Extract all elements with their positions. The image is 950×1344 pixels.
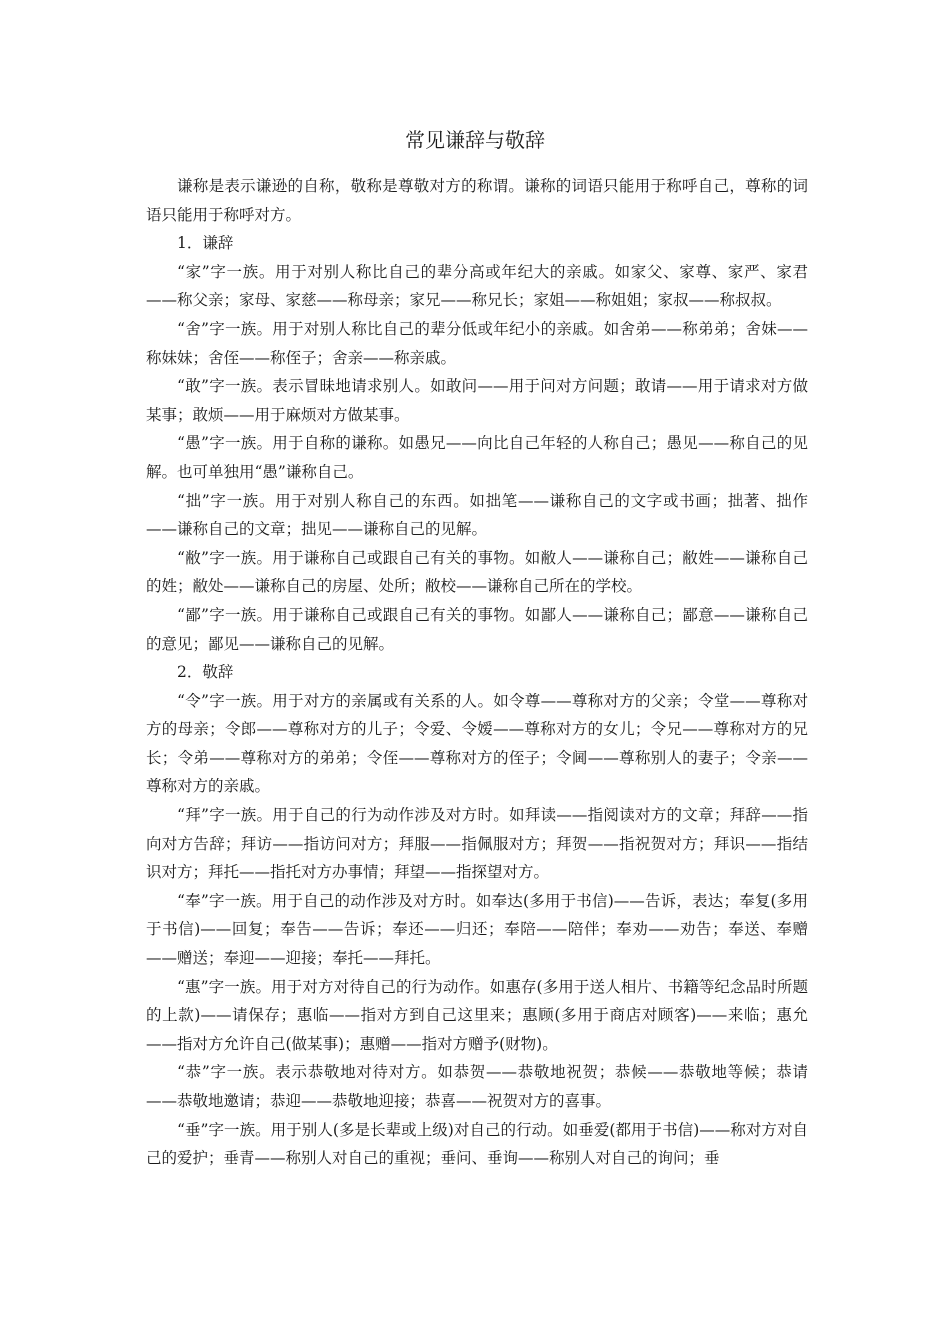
- paragraph-she: “舍”字一族。用于对别人称比自己的辈分低或年纪小的亲戚。如舍弟——称弟弟；舍妹——称妹妹；舍侄——称侄子；舍亲——称亲戚。: [146, 319, 808, 367]
- section-heading-humble-words: 1．谦辞: [177, 234, 234, 253]
- paragraph-zhuo: “拙”字一族。用于对别人称自己的东西。如拙笔——谦称自己的文字或书画；拙著、拙作——谦称自己的文章；拙见——谦称自己的见解。: [146, 491, 808, 539]
- paragraph-bai: “拜”字一族。用于自己的行为动作涉及对方时。如拜读——指阅读对方的文章；拜辞——指向对方告辞；拜访——指访问对方；拜服——指佩服对方；拜贺——指祝贺对方；拜识——指结识对方；拜托——指托对方办事情；拜望——指探望对方。: [146, 806, 808, 882]
- paragraph-bi-rustic: “鄙”字一族。用于谦称自己或跟自己有关的事物。如鄙人——谦称自己；鄙意——谦称自己的意见；鄙见——谦称自己的见解。: [146, 605, 808, 653]
- paragraph-chui: “垂”字一族。用于别人(多是长辈或上级)对自己的行动。如垂爱(都用于书信)——称对方对自己的爱护；垂青——称别人对自己的重视；垂问、垂询——称别人对自己的询问；垂: [146, 1120, 808, 1168]
- paragraph-feng: “奉”字一族。用于自己的动作涉及对方时。如奉达(多用于书信)——告诉，表达；奉复(多用于书信)——回复；奉告——告诉；奉还——归还；奉陪——陪伴；奉劝——劝告；奉送、奉赠——赠送；奉迎——迎接；奉托——拜托。: [146, 891, 808, 968]
- paragraph-jia: “家”字一族。用于对别人称比自己的辈分高或年纪大的亲戚。如家父、家尊、家严、家君——称父亲；家母、家慈——称母亲；家兄——称兄长；家姐——称姐姐；家叔——称叔叔。: [146, 262, 808, 310]
- paragraph-gong: “恭”字一族。表示恭敬地对待对方。如恭贺——恭敬地祝贺；恭候——恭敬地等候；恭请——恭敬地邀请；恭迎——恭敬地迎接；恭喜——祝贺对方的喜事。: [146, 1063, 808, 1110]
- section-heading-honorific-words: 2．敬辞: [177, 663, 234, 682]
- document-body: [146, 172, 808, 1173]
- page-title: 常见谦辞与敬辞: [405, 128, 545, 152]
- intro-paragraph: 谦称是表示谦逊的自称，敬称是尊敬对方的称谓。谦称的词语只能用于称呼自己，尊称的词语只能用于称呼对方。: [146, 177, 808, 224]
- paragraph-yu: “愚”字一族。用于自称的谦称。如愚兄——向比自己年轻的人称自己；愚见——称自己的见解。也可单独用“愚”谦称自己。: [146, 434, 808, 481]
- paragraph-ling: “令”字一族。用于对方的亲属或有关系的人。如令尊——尊称对方的父亲；令堂——尊称对方的母亲；令郎——尊称对方的儿子；令爱、令嫒——尊称对方的女儿；令兄——尊称对方的兄长；令弟——尊称对方的弟弟；令侄——尊称对方的侄子；令阃——尊称别人的妻子；令亲——尊称对方的亲戚。: [146, 691, 808, 796]
- paragraph-gan: “敢”字一族。表示冒昧地请求别人。如敢问——用于问对方问题；敢请——用于请求对方做某事；敢烦——用于麻烦对方做某事。: [146, 377, 808, 424]
- paragraph-hui: “惠”字一族。用于对方对待自己的行为动作。如惠存(多用于送人相片、书籍等纪念品时所题的上款)——请保存；惠临——指对方到自己这里来；惠顾(多用于商店对顾客)——来临；惠允——指对方允许自己(做某事)；惠赠——指对方赠予(财物)。: [146, 977, 808, 1053]
- paragraph-bi-humble: “敝”字一族。用于谦称自己或跟自己有关的事物。如敝人——谦称自己；敝姓——谦称自己的姓；敝处——谦称自己的房屋、处所；敝校——谦称自己所在的学校。: [146, 548, 808, 596]
